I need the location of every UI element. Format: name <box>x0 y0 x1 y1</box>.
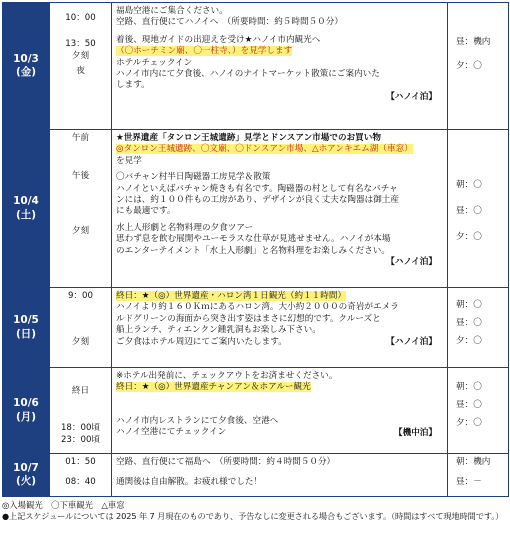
time-label: 23：00頃 <box>60 435 101 445</box>
description-line: ルドグリーンの海面から突き出す姿はまさに幻想的です。クルーズと <box>116 313 381 324</box>
highlighted-sights: （〇ホーチミン廟、〇一柱寺、）を見学します <box>116 46 293 57</box>
description-line: ※ホテル出発前に、チェックアウトをお済ませください。 <box>116 371 338 381</box>
time-label: 18：00頃 <box>60 423 101 433</box>
weekday-label: (火) <box>15 475 37 487</box>
date-cell <box>3 130 50 288</box>
time-cell <box>50 3 112 130</box>
time-cell <box>50 130 112 288</box>
time-label: 夕刻 <box>71 226 90 236</box>
time-cell <box>50 368 112 454</box>
meal-cell <box>448 130 509 288</box>
highlighted-tour: 終日：★（◎）世界遺産・ハロン湾１日観光（約１１時間） <box>116 291 347 301</box>
weekday-label: (月) <box>15 410 37 423</box>
meal-cell <box>448 454 509 497</box>
date-cell <box>3 454 50 497</box>
overnight-label: 【ハノイ泊】 <box>386 91 437 102</box>
meal-label: 朝：機内 <box>456 457 491 467</box>
description-line: にも最適です。 <box>116 206 176 217</box>
time-label: 夕刻 <box>71 51 90 61</box>
meal-label: 朝：〇 <box>456 382 482 392</box>
day-row-2 <box>3 130 509 288</box>
overnight-label: 【ハノイ泊】 <box>386 256 437 267</box>
description-line: 通関後は自由解散。お疲れ様でした！ <box>116 477 263 487</box>
description-cell <box>112 288 448 368</box>
meal-label: 昼：－ <box>456 477 482 487</box>
description-line: ンには、約１００件もの工房があり、デザインが良く丈夫な陶器は御土産 <box>116 194 399 205</box>
day-row-3 <box>3 288 509 368</box>
meal-label: 昼：機内 <box>456 37 491 47</box>
description-line: します。 <box>116 80 150 91</box>
description-line: を見学 <box>116 155 142 166</box>
meal-label: 朝：〇 <box>456 300 482 310</box>
date-label: 10/6 <box>13 397 39 410</box>
meal-label: 夕：〇 <box>456 336 482 346</box>
description-cell <box>112 454 448 497</box>
description-line: ハノイ市内レストランにて夕食後、空港へ <box>116 415 279 426</box>
date-label: 10/4 <box>13 195 39 208</box>
meal-label: 昼：〇 <box>456 206 482 216</box>
description-cell <box>112 368 448 454</box>
meal-cell <box>448 368 509 454</box>
description-line: 船上ランチ、ティエンクン鍾乳洞もお楽しみ下さい。 <box>116 325 321 336</box>
meal-label: 夕：〇 <box>456 418 482 428</box>
day-row-1 <box>3 3 509 130</box>
meal-cell <box>448 288 509 368</box>
description-line: 空路、直行便にて福島へ （所要時間：約４時間５０分） <box>116 457 336 467</box>
description-line: のエンターテイメント「水上人形劇」と名物料理をお楽しみください。 <box>116 245 390 256</box>
schedule-note: ●上記スケジュールについては 2025 年 7 月現在のものであり、予告なしに変更される場合もございます。（時間はすべて現地時間です。） <box>2 511 504 522</box>
description-line: ハノイ市内にて夕食後、ハノイのナイトマーケット散策にご案内いた <box>116 68 380 79</box>
time-label <box>50 25 111 39</box>
date-cell <box>3 368 50 454</box>
legend: ◎入場観光 〇下車観光 △車窓 <box>2 500 125 510</box>
meal-label: 朝：〇 <box>456 180 482 190</box>
time-label: 01：50 <box>65 457 96 467</box>
meal-cell <box>448 3 509 130</box>
description-cell <box>112 3 448 130</box>
description-cell <box>112 130 448 288</box>
time-label: 9：00 <box>68 291 93 301</box>
day-row-4 <box>3 368 509 454</box>
description-line: 福島空港にご集合ください。 <box>116 6 228 16</box>
overnight-label: 【機中泊】 <box>394 427 437 438</box>
time-label: 夕刻 <box>71 337 90 347</box>
description-line: ★世界遺産「タンロン王城遺跡」見学とドンスアン市場でのお買い物 <box>116 133 381 143</box>
date-label: 10/7 <box>13 461 39 474</box>
time-label: 終日 <box>71 386 90 396</box>
time-label: 10：00 <box>65 13 96 23</box>
itinerary-table <box>2 2 509 497</box>
meal-label: 昼：〇 <box>456 400 482 410</box>
description-line: ハノイ空港にてチェックイン <box>116 427 227 438</box>
time-label: 午後 <box>71 171 90 181</box>
time-label: 夜 <box>76 66 85 76</box>
description-line: ハノイより約１６０Ｋｍにあるハロン湾。大小約２０００の奇岩がエメラ <box>116 302 399 313</box>
description-line: ご夕食はホテル周辺にてご案内いたします。 <box>116 336 287 347</box>
meal-label: 夕：〇 <box>456 232 482 242</box>
weekday-label: (土) <box>15 208 37 221</box>
overnight-label: 【ハノイ泊】 <box>386 336 437 347</box>
description-line: 思わず息を飲む展開やユーモラスな仕草が見逃せません。ハノイが本場 <box>116 234 391 245</box>
itinerary <box>2 2 508 522</box>
description-line: 空路、直行便にてハノイへ （所要時間：約５時間５０分） <box>116 17 343 28</box>
weekday-label: (金) <box>15 66 37 78</box>
highlighted-sights: ◎タンロン王城遺跡、〇文廟、〇ドンスアン市場、△ホアンキエム湖（車窓） <box>116 144 413 155</box>
description-line: 〇バチャン村半日陶磁器工房見学＆散策 <box>116 172 271 183</box>
time-label: 13：50 <box>65 39 96 49</box>
description-line: 水上人形劇と名物料理の夕食ツアー <box>116 222 254 233</box>
day-row-5 <box>3 454 509 497</box>
date-label: 10/5 <box>13 314 39 327</box>
time-label: 08：40 <box>65 477 96 487</box>
time-label: 午前 <box>71 133 90 143</box>
time-cell <box>50 288 112 368</box>
meal-label: 昼：〇 <box>456 318 482 328</box>
weekday-label: (日) <box>15 327 37 340</box>
meal-label: 夕：〇 <box>456 61 482 71</box>
time-cell <box>50 454 112 497</box>
description-line: 着後、現地ガイドの出迎えを受け★ハノイ市内観光へ <box>116 34 321 45</box>
date-cell <box>3 288 50 368</box>
description-line: ホテルチェックイン <box>116 57 193 68</box>
date-label: 10/3 <box>13 52 39 65</box>
highlighted-tour: 終日：★（◎）世界遺産チャンアン＆ホアルー観光 <box>116 382 311 393</box>
description-line: ハノイといえばバチャン焼きも有名です。陶磁器の村として有名なバチャ <box>116 183 398 194</box>
date-cell <box>3 3 50 130</box>
